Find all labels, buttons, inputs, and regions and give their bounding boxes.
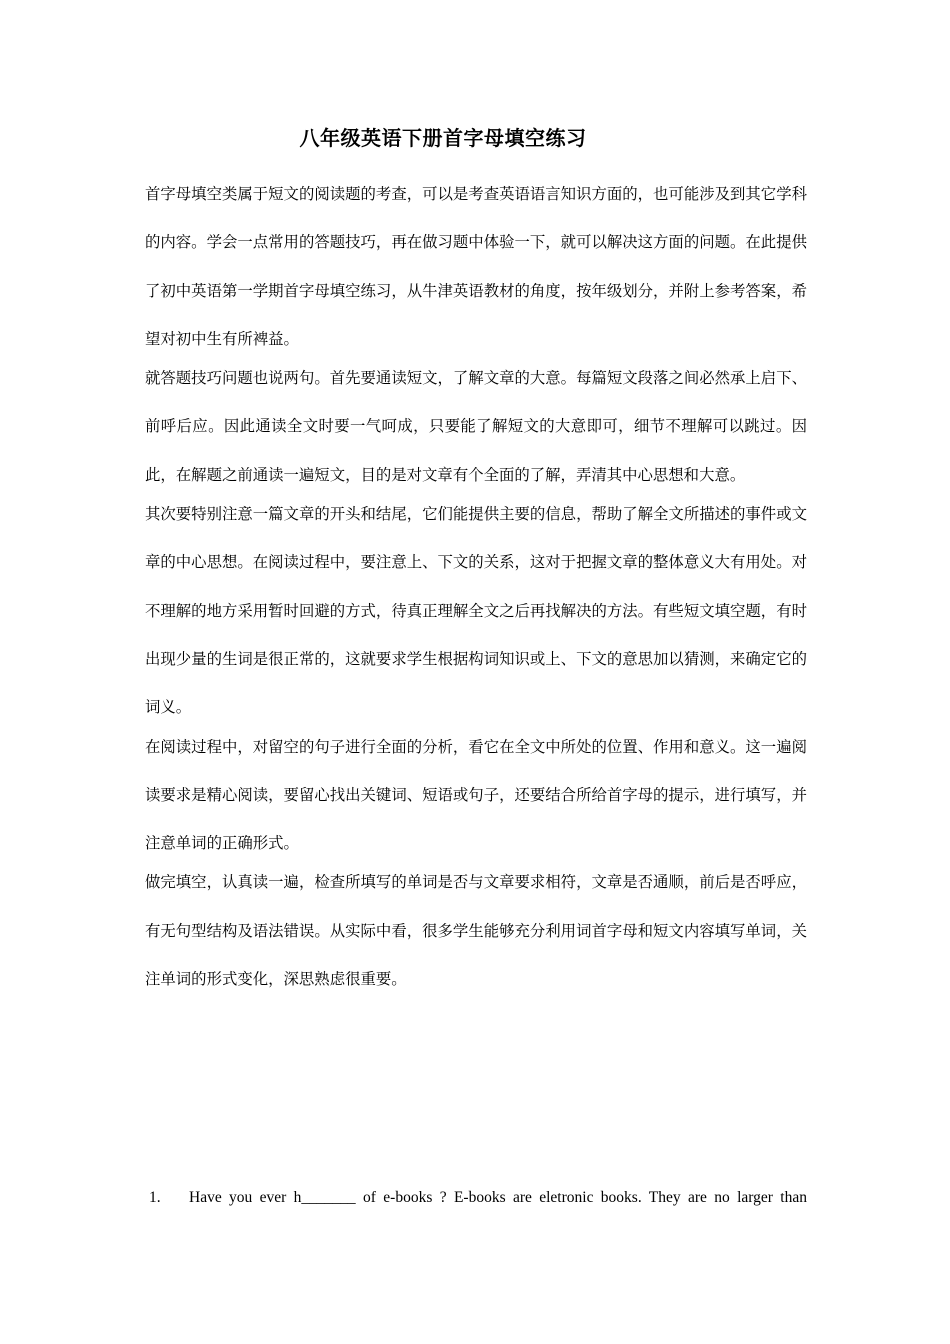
paragraph-review: 做完填空，认真读一遍，检查所填写的单词是否与文章要求相符，文章是否通顺，前后是否呼应，有无句型结构及语法错误。从实际中看，很多学生能够充分利用词首字母和短文内容填写单词，关注单词的形式变化，深思熟虑很重要。	[145, 873, 807, 989]
paragraph-reading-tips: 就答题技巧问题也说两句。首先要通读短文，了解文章的大意。每篇短文段落之间必然承上启下、前呼后应。因此通读全文时要一气呵成，只要能了解短文的大意即可，细节不理解可以跳过。因此，在解题之前通读一遍短文，目的是对文章有个全面的了解，弄清其中心思想和大意。	[145, 369, 807, 484]
paragraph-careful-reading: 在阅读过程中，对留空的句子进行全面的分析，看它在全文中所处的位置、作用和意义。这一遍阅读要求是精心阅读，要留心找出关键词、短语或句子，还要结合所给首字母的提示，进行填写，并注意单词的正确形式。	[145, 737, 807, 853]
document-body	[145, 170, 807, 1003]
question-number: 1.	[149, 1189, 161, 1206]
paragraph-intro: 首字母填空类属于短文的阅读题的考查，可以是考查英语语言知识方面的，也可能涉及到其它学科的内容。学会一点常用的答题技巧，再在做习题中体验一下，就可以解决这方面的问题。在此提供了初中英语第一学期首字母填空练习，从牛津英语教材的角度，按年级划分，并附上参考答案，希望对初中生有所裨益。	[145, 185, 807, 348]
paragraph-beginning-end: 其次要特别注意一篇文章的开头和结尾，它们能提供主要的信息，帮助了解全文所描述的事件或文章的中心思想。在阅读过程中，要注意上、下文的关系，这对于把握文章的整体意义大有用处。对不理解的地方采用暂时回避的方式，待真正理解全文之后再找解决的方法。有些短文填空题，有时出现少量的生词是很正常的，这就要求学生根据构词知识或上、下文的意思加以猜测，来确定它的词义。	[145, 505, 807, 717]
question-text: Have you ever h_______ of e-books ? E-books are eletronic books. They are no larger than	[189, 1189, 807, 1206]
document-title: 八年级英语下册首字母填空练习	[299, 126, 587, 150]
question-item	[145, 1186, 807, 1210]
